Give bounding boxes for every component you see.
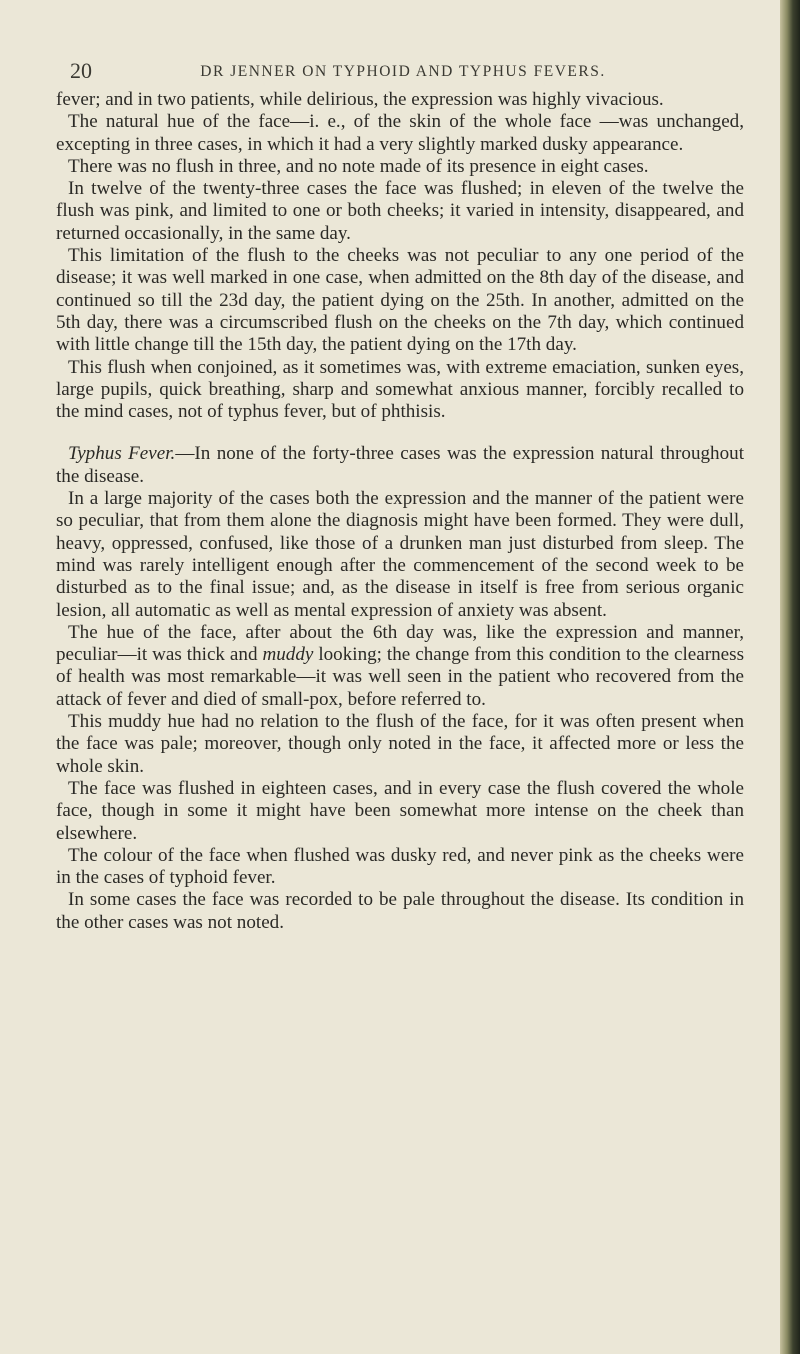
hue-paragraph bbox=[56, 622, 744, 711]
paragraph: This flush when conjoined, as it sometimes was, with extreme emaciation, sunken eyes, large pupils, quick breathing, sharp and somewhat anxious manner, forcibly recalled to the mind cases, not of typhus fever, but of phthisis. bbox=[56, 356, 744, 423]
paragraph: In some cases the face was recorded to be pale throughout the disease. Its condition in the other cases was not noted. bbox=[56, 889, 744, 933]
emphasis-word: muddy bbox=[262, 644, 314, 666]
book-binding-edge bbox=[780, 0, 800, 1354]
hue-text-after: looking; the change from this condition to the clearness of health was most remarkable—it was well seen in the patient who recovered from the attack of fever and died of small-pox, before referred to. bbox=[56, 644, 744, 710]
paragraph: This limitation of the flush to the cheeks was not peculiar to any one period of the disease; it was well marked in one case, when admitted on the 8th day of the disease, and continued so till the 23d day, the patient dying on the 25th. In another, admitted on the 5th day, there was a circumscribed flush on the cheeks on the 7th day, which continued with little change till the 15th day, the patient dying on the 17th day. bbox=[56, 245, 744, 356]
paragraph: fever; and in two patients, while delirious, the expression was highly vivacious. bbox=[56, 89, 664, 110]
paragraph: The colour of the face when flushed was dusky red, and never pink as the cheeks were in the cases of typhoid fever. bbox=[56, 844, 744, 889]
section-heading: Typhus Fever. bbox=[68, 443, 176, 465]
running-head: DR JENNER ON TYPHOID AND TYPHUS FEVERS. bbox=[200, 63, 606, 80]
paragraph: The face was flushed in eighteen cases, and in every case the flush covered the whole face, though in some it might have been somewhat more intense on the cheek than elsewhere. bbox=[56, 777, 744, 844]
typhus-section-paragraph bbox=[56, 443, 744, 488]
paragraph: There was no flush in three, and no note made of its presence in eight cases. bbox=[68, 155, 649, 177]
paragraph: In twelve of the twenty-three cases the face was flushed; in eleven of the twelve the flush was pink, and limited to one or both cheeks; it varied in intensity, disappeared, and returned occasionally, in the same day. bbox=[56, 178, 744, 244]
page-number: 20 bbox=[70, 58, 92, 83]
paragraph: The natural hue of the face—i. e., of the skin of the whole face —was unchanged, excepting in three cases, in which it had a very slightly marked dusky appearance. bbox=[56, 111, 744, 155]
body-text bbox=[56, 89, 744, 934]
paragraph: This muddy hue had no relation to the flush of the face, for it was often present when the face was pale; moreover, though only noted in the face, it affected more or less the whole skin. bbox=[56, 711, 744, 777]
section-intro: —In none of the forty-three cases was the expression natural throughout the disease. bbox=[56, 443, 744, 487]
hue-text-before: The hue of the face, after about the 6th day was, like the expression and manner, peculiar—it was thick and bbox=[56, 621, 744, 666]
paragraph: In a large majority of the cases both the expression and the manner of the patient were so peculiar, that from them alone the diagnosis might have been formed. They were dull, heavy, oppressed, confused, like those of a drunken man just disturbed from sleep. The mind was rarely intelligent enough after the commencement of the second week to be disturbed as to the final issue; and, as the disease in itself is free from serious organic lesion, all automatic as well as mental expression of anxiety was absent. bbox=[56, 488, 744, 621]
page-header bbox=[70, 58, 760, 88]
